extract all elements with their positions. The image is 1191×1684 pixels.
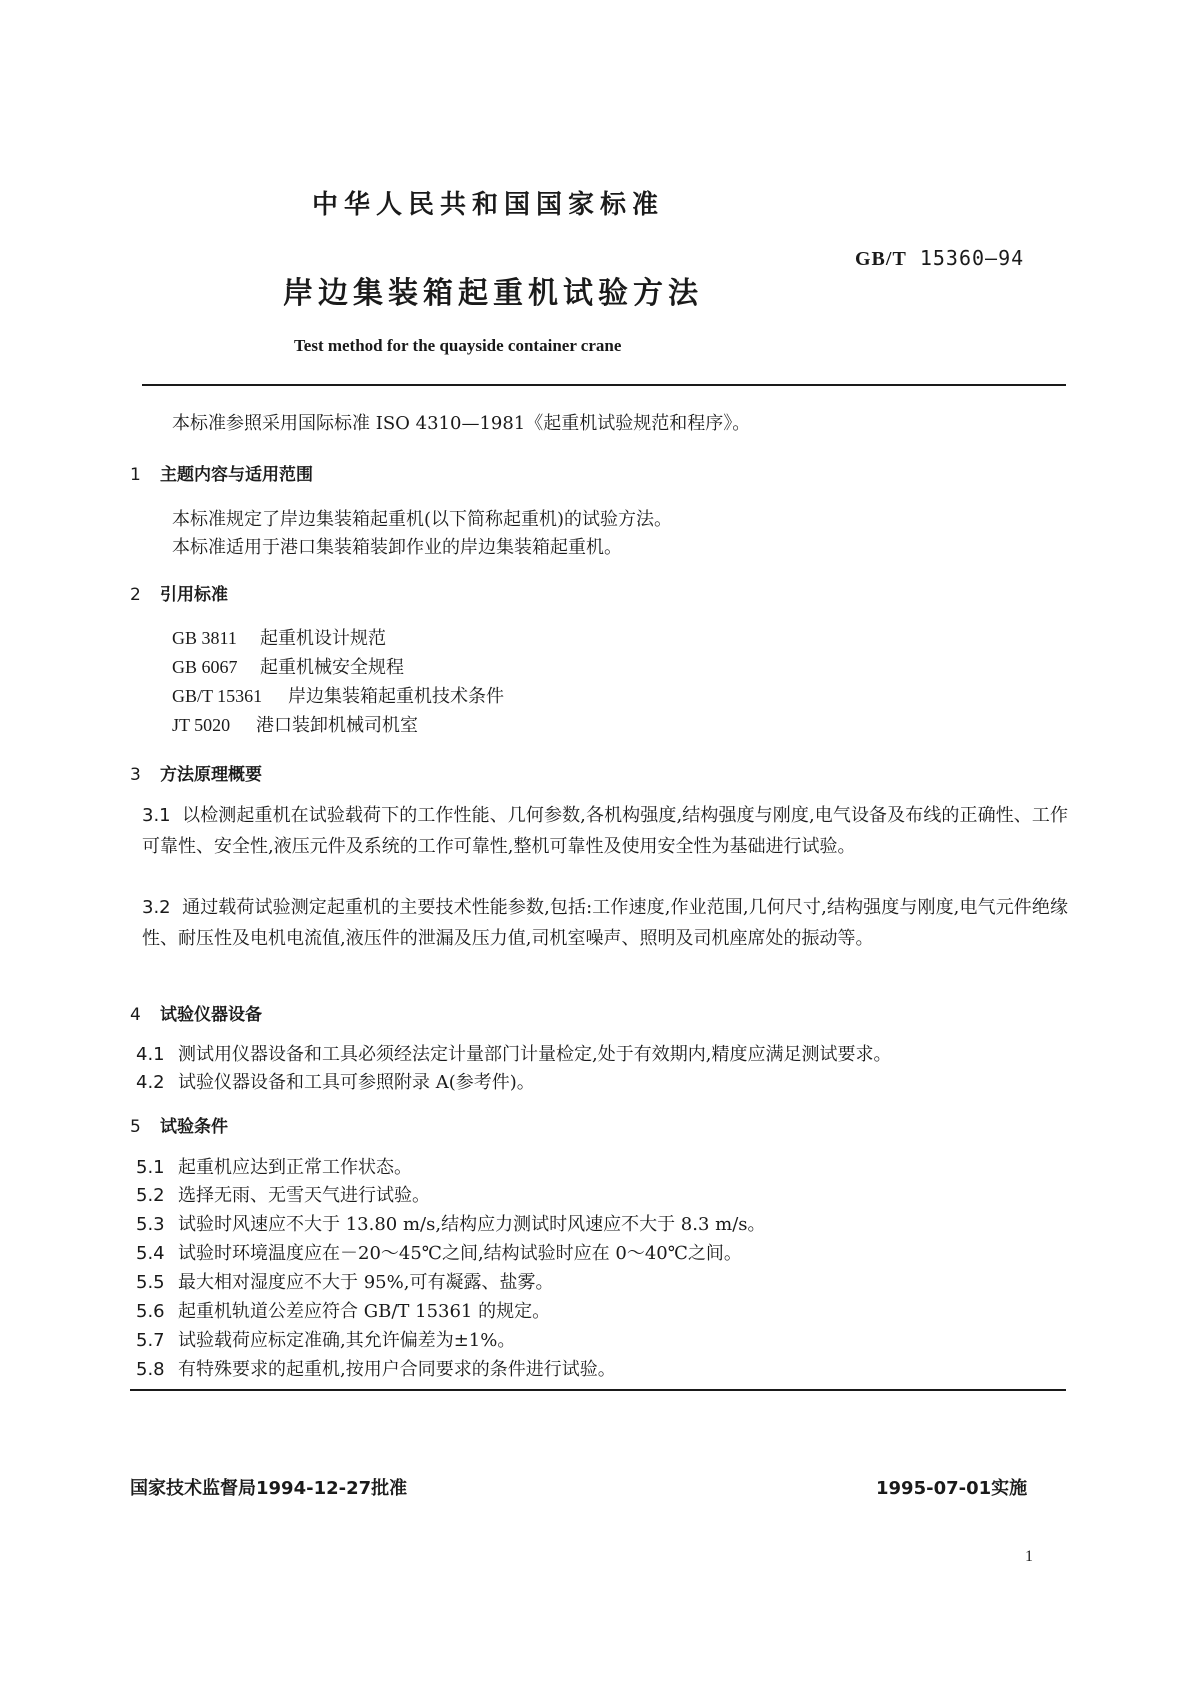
clause-number: 4.1 bbox=[136, 1044, 165, 1065]
reference-code: GB 6067 bbox=[172, 657, 238, 677]
clause-number: 5.3 bbox=[136, 1214, 165, 1235]
clause-number: 5.2 bbox=[136, 1185, 165, 1206]
clause-number: 5.5 bbox=[136, 1272, 165, 1293]
standard-code-prefix: GB/T bbox=[855, 248, 907, 270]
clause-number: 5.4 bbox=[136, 1243, 165, 1264]
clause-5-4 bbox=[136, 1239, 742, 1265]
footer-divider bbox=[130, 1389, 1066, 1391]
clause-5-3 bbox=[136, 1210, 766, 1236]
implementation-date: 1995-07-01实施 bbox=[876, 1478, 1028, 1499]
section-number: 3 bbox=[130, 765, 141, 785]
section-4-heading bbox=[130, 1000, 262, 1025]
reference-item bbox=[172, 684, 504, 709]
section-title: 主题内容与适用范围 bbox=[160, 465, 313, 485]
clause-4-2 bbox=[136, 1068, 535, 1094]
clause-number: 5.8 bbox=[136, 1359, 165, 1380]
clause-5-1 bbox=[136, 1153, 412, 1179]
national-standard-heading: 中华人民共和国国家标准 bbox=[312, 190, 665, 220]
document-title: 岸边集装箱起重机试验方法 bbox=[283, 276, 703, 311]
section-number: 1 bbox=[130, 465, 141, 485]
clause-number: 5.1 bbox=[136, 1157, 165, 1178]
section-number: 5 bbox=[130, 1117, 141, 1137]
reference-name: 起重机械安全规程 bbox=[260, 657, 404, 678]
clause-5-6 bbox=[136, 1297, 550, 1323]
clause-text: 试验时环境温度应在－20～45℃之间,结构试验时应在 0～40℃之间。 bbox=[178, 1243, 742, 1264]
clause-text: 起重机轨道公差应符合 GB/T 15361 的规定。 bbox=[178, 1301, 551, 1322]
section-2-heading bbox=[130, 580, 228, 605]
page-number: 1 bbox=[1025, 1548, 1033, 1565]
clause-text: 有特殊要求的起重机,按用户合同要求的条件进行试验。 bbox=[178, 1359, 616, 1380]
section-3-heading bbox=[130, 760, 262, 785]
clause-text: 试验时风速应不大于 13.80 m/s,结构应力测试时风速应不大于 8.3 m/s。 bbox=[178, 1214, 766, 1235]
section-1-heading bbox=[130, 460, 313, 485]
reference-item bbox=[172, 713, 418, 738]
standard-code-number: 15360—94 bbox=[919, 246, 1025, 270]
approval-date: 国家技术监督局1994-12-27批准 bbox=[130, 1478, 408, 1499]
clause-5-8 bbox=[136, 1355, 616, 1381]
standard-code bbox=[855, 246, 1024, 271]
clause-text: 通过载荷试验测定起重机的主要技术性能参数,包括:工作速度,作业范围,几何尺寸,结构强度与刚度,电气元件绝缘性、耐压性及电机电流值,液压件的泄漏及压力值,司机室噪声、照明及司机座席处的振动等。 bbox=[142, 897, 1068, 949]
reference-item bbox=[172, 655, 404, 680]
clause-text: 最大相对湿度应不大于 95%,可有凝露、盐雾。 bbox=[178, 1272, 554, 1293]
clause-text: 选择无雨、无雪天气进行试验。 bbox=[178, 1185, 430, 1206]
clause-number: 5.7 bbox=[136, 1330, 165, 1351]
section-5-heading bbox=[130, 1112, 228, 1137]
section-title: 试验条件 bbox=[160, 1117, 228, 1137]
clause-text: 起重机应达到正常工作状态。 bbox=[178, 1157, 412, 1178]
clause-3-1 bbox=[142, 800, 1068, 862]
reference-name: 起重机设计规范 bbox=[260, 628, 386, 649]
section-number: 2 bbox=[130, 585, 141, 605]
reference-code: GB/T 15361 bbox=[172, 686, 263, 706]
clause-number: 5.6 bbox=[136, 1301, 165, 1322]
clause-5-7 bbox=[136, 1326, 515, 1352]
document-title-english: Test method for the quayside container crane bbox=[294, 336, 622, 355]
section-number: 4 bbox=[130, 1005, 141, 1025]
clause-number: 4.2 bbox=[136, 1072, 165, 1093]
reference-name: 岸边集装箱起重机技术条件 bbox=[288, 686, 504, 707]
clause-number: 3.1 bbox=[142, 805, 171, 826]
header-divider bbox=[142, 384, 1066, 386]
clause-text: 试验仪器设备和工具可参照附录 A(参考件)。 bbox=[178, 1072, 535, 1093]
reference-name: 港口装卸机械司机室 bbox=[256, 715, 418, 736]
section-1-paragraph-2: 本标准适用于港口集装箱装卸作业的岸边集装箱起重机。 bbox=[172, 537, 622, 558]
clause-5-5 bbox=[136, 1268, 553, 1294]
clause-4-1 bbox=[136, 1040, 891, 1066]
clause-text: 测试用仪器设备和工具必须经法定计量部门计量检定,处于有效期内,精度应满足测试要求。 bbox=[178, 1044, 892, 1065]
clause-text: 以检测起重机在试验载荷下的工作性能、几何参数,各机构强度,结构强度与刚度,电气设备及布线的正确性、工作可靠性、安全性,液压元件及系统的工作可靠性,整机可靠性及使用安全性为基础进行试验。 bbox=[142, 805, 1068, 857]
reference-code: JT 5020 bbox=[172, 715, 231, 735]
clause-5-2 bbox=[136, 1181, 430, 1207]
section-title: 引用标准 bbox=[160, 585, 228, 605]
clause-3-2 bbox=[142, 892, 1068, 954]
section-title: 方法原理概要 bbox=[160, 765, 262, 785]
section-1-paragraph-1: 本标准规定了岸边集装箱起重机(以下简称起重机)的试验方法。 bbox=[172, 509, 673, 530]
preface: 本标准参照采用国际标准 ISO 4310—1981《起重机试验规范和程序》。 bbox=[172, 413, 751, 434]
reference-code: GB 3811 bbox=[172, 628, 237, 648]
section-title: 试验仪器设备 bbox=[160, 1005, 262, 1025]
clause-number: 3.2 bbox=[142, 897, 171, 918]
clause-text: 试验载荷应标定准确,其允许偏差为±1%。 bbox=[178, 1330, 516, 1351]
reference-item bbox=[172, 626, 386, 651]
